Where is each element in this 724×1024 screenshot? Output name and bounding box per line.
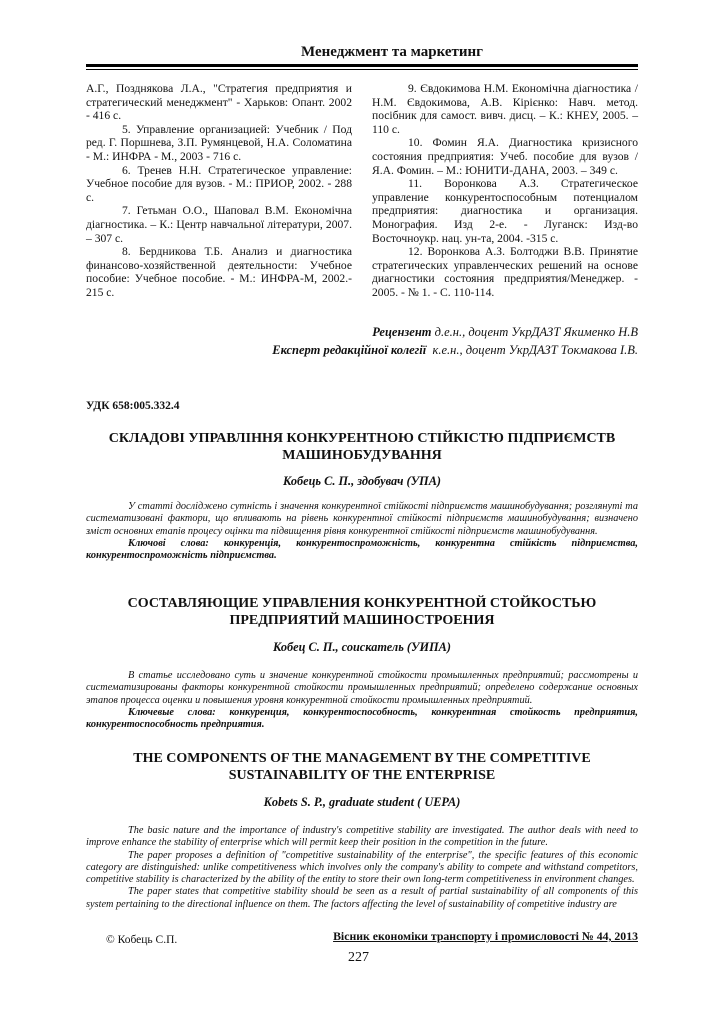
author-ru: Кобец С. П., соискатель (УИПА) bbox=[273, 640, 451, 654]
reference-item: 5. Управление организацией: Учебник / Под ред. Г. Поршнева, З.П. Румянцевой, Н.А. Соломатина - М.: ИНФРА - М., 2003 - 716 с. bbox=[86, 122, 352, 163]
page-number: 227 bbox=[348, 950, 369, 965]
reference-item: 12. Воронкова А.З. Болтоджи В.В. Принятие стратегических управленческих решений на основе диагностики состояния предприятия/Менеджер. - 2005. - № 1. - С. 110-114. bbox=[372, 245, 638, 299]
author-en: Kobets S. P., graduate student ( UEPA) bbox=[263, 795, 461, 809]
abstract-en bbox=[86, 825, 638, 911]
reference-item: 11. Воронкова А.З. Стратегическое управление конкурентоспособным потенциалом предприятия: диагностика и организация. Монография. Изд 2-е. - Луганск: Изд-во Восточноукр. нац. ун-та, 2004. -315 с. bbox=[372, 177, 638, 245]
abstract-paragraph: The paper proposes a definition of "competitive sustainability of the enterprise", the specific features of this economic category are distinguished: unlike competitiveness which involves only the company's ability to compete and withstand competitors, competitive stability is characterized by the ability of the entity to store their own long-term competitiveness in environment changes. bbox=[86, 849, 638, 886]
title-line: SUSTAINABILITY OF THE ENTERPRISE bbox=[228, 768, 496, 783]
article-title-ua bbox=[86, 430, 638, 464]
reference-item: А.Г., Позднякова Л.А., "Стратегия предприятия и стратегический менеджмент" - Харьков: Опант. 2002 - 416 с. bbox=[86, 82, 352, 123]
reviewer-text: д.е.н., доцент УкрДАЗТ Якименко Н.В bbox=[431, 325, 638, 339]
references-left-column bbox=[86, 82, 352, 300]
abstract-paragraph: The paper states that competitive stability should be seen as a result of partial sustainability of all components of this system pertaining to the directional influence on them. The factors affecting the level of sustainability of competitive industry are bbox=[86, 886, 638, 910]
title-line: СОСТАВЛЯЮЩИЕ УПРАВЛЕНИЯ КОНКУРЕНТНОЙ СТОЙКОСТЬЮ bbox=[127, 596, 597, 611]
running-header bbox=[86, 44, 638, 61]
keywords-label: Ключові слова: bbox=[128, 537, 209, 549]
expert-label: Експерт редакційної колегії bbox=[272, 343, 427, 357]
abstract-paragraph: The basic nature and the importance of industry's competitive stability are investigated. The author deals with need to improve enhance the stability of enterprise which will permit keep their position in the competition in the future. bbox=[86, 825, 638, 849]
header-rule-thin bbox=[86, 69, 638, 70]
reviewers-block bbox=[86, 323, 638, 359]
title-line: ПРЕДПРИЯТИЙ МАШИНОСТРОЕНИЯ bbox=[229, 613, 495, 628]
udk-code: УДК 658:005.332.4 bbox=[86, 400, 180, 412]
keywords-label: Ключевые слова: bbox=[128, 706, 216, 718]
references-section bbox=[86, 82, 638, 300]
reviewer-line bbox=[86, 323, 638, 341]
abstract-text: У статті досліджено сутність і значення конкурентної стійкості підприємств машинобудування; розглянуті та систематизовані фактори, що впливають на рівень конкурентної стійкості підприємств машинобудування; визначено зміст основних етапів процесу оцінки та підвищення рівня конкурентної стійкості підприємств машинобудування. bbox=[86, 501, 638, 537]
article-title-en bbox=[86, 750, 638, 784]
reference-item: 9. Євдокимова Н.М. Економічна діагностика / Н.М. Євдокимова, А.В. Кірієнко: Навч. метод. посібник для самост. вивч. дисц. – К.: КНЕУ, 2005. – 110 с. bbox=[372, 82, 638, 136]
author-ua: Кобець С. П., здобувач (УПА) bbox=[282, 474, 442, 488]
abstract-text: В статье исследовано суть и значение конкурентной стойкости промышленных предприятий; рассмотрены и систематизированы факторы конкурентной стойкости промышленных предприятий; определено содержание основных этапов процесса оценки и повышения уровня конкурентной стойкости промышленных предприятий. bbox=[86, 670, 638, 706]
references-right-column bbox=[372, 82, 638, 300]
keywords-text: конкуренция, конкурентоспособность, конкурентная стойкость предприятия, конкурентоспособность предприятия. bbox=[86, 706, 638, 731]
reviewer-label: Рецензент bbox=[372, 325, 432, 339]
reference-item: 10. Фомин Я.А. Диагностика кризисного состояния предприятия: Учеб. пособие для вузов / Я.А. Фомин. – М.: ЮНИТИ-ДАНА, 2003. – 349 с. bbox=[372, 136, 638, 177]
reference-item: 6. Тренев Н.Н. Стратегическое управление: Учебное пособие для вузов. - М.: ПРИОР, 2002. - 288 с. bbox=[86, 163, 352, 204]
expert-text: к.е.н., доцент УкрДАЗТ Токмакова І.В. bbox=[426, 343, 638, 357]
keywords-ru bbox=[86, 707, 638, 732]
reference-item: 7. Гетьман О.О., Шаповал В.М. Економічна діагностика. – К.: Центр навчальної літератури, 2007. – 307 с. bbox=[86, 204, 352, 245]
header-rule-thick bbox=[86, 64, 638, 67]
title-line: МАШИНОБУДУВАННЯ bbox=[282, 448, 442, 463]
article-title-ru bbox=[86, 595, 638, 629]
keywords-text: конкуренція, конкурентоспроможність, конкурентна стійкість підприємства, конкурентоспроможність підприємства. bbox=[86, 537, 638, 562]
expert-line bbox=[86, 341, 638, 359]
title-line: THE COMPONENTS OF THE MANAGEMENT BY THE COMPETITIVE bbox=[133, 751, 591, 766]
section-title: Менеджмент та маркетинг bbox=[301, 44, 483, 60]
keywords-ua bbox=[86, 538, 638, 563]
title-line: СКЛАДОВІ УПРАВЛІННЯ КОНКУРЕНТНОЮ СТІЙКІСТЮ ПІДПРИЄМСТВ bbox=[108, 431, 616, 446]
abstract-ru bbox=[86, 670, 638, 731]
journal-name: Вісник економіки транспорту і промисловості № 44, 2013 bbox=[333, 929, 638, 943]
reference-item: 8. Бердникова Т.Б. Анализ и диагностика финансово-хозяйственной деятельности: Учебное пособие: Учебное пособие. - М.: ИНФРА-М, 2002.- 215 с. bbox=[86, 245, 352, 299]
abstract-ua bbox=[86, 501, 638, 562]
copyright-notice: © Кобець С.П. bbox=[106, 934, 178, 946]
